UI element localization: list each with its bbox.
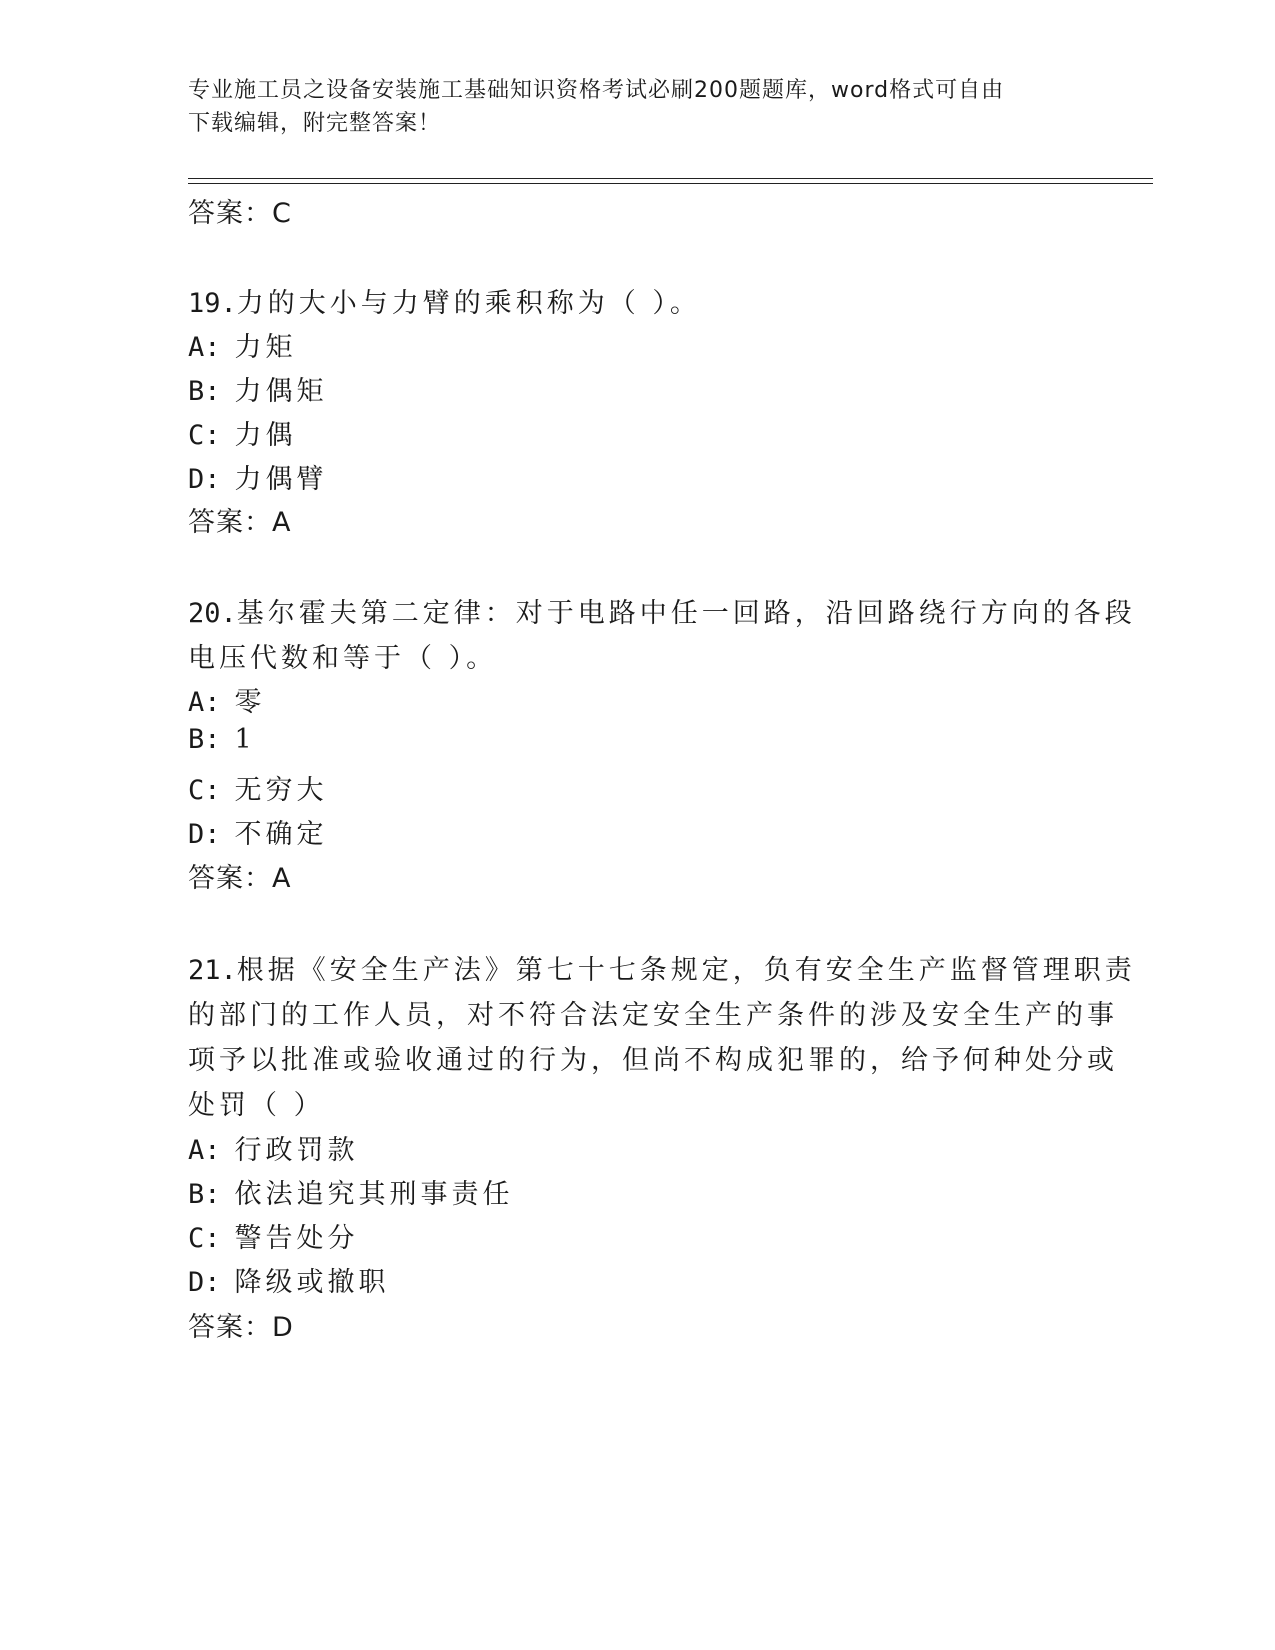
document-header: [188, 74, 1068, 140]
question-20-option-a: [188, 680, 266, 719]
header-divider-top: [188, 178, 1153, 179]
question-19-option-c: [188, 413, 297, 452]
question-20-text: [188, 591, 1136, 630]
option-letter: B:: [188, 376, 221, 407]
question-19-answer: 答案：A: [188, 507, 292, 538]
option-text: 零: [234, 687, 266, 718]
option-text: 降级或撤职: [234, 1267, 390, 1298]
option-letter: B:: [188, 1179, 221, 1210]
question-19-option-a: [188, 325, 297, 364]
question-number: 19.: [188, 288, 237, 319]
question-19-text: [188, 281, 701, 320]
question-21-option-a: [188, 1128, 359, 1167]
question-20-option-b: [188, 724, 256, 755]
option-letter: A:: [188, 1135, 221, 1166]
option-text: 无穷大: [234, 775, 328, 806]
option-letter: C:: [188, 420, 221, 451]
option-text: 力偶: [234, 420, 297, 451]
question-number: 20.: [188, 598, 237, 629]
option-text: 行政罚款: [234, 1135, 359, 1166]
header-divider-bottom: [188, 183, 1153, 184]
question-20-text-cont: 电压代数和等于（ ）。: [188, 643, 498, 674]
option-text: 力偶矩: [234, 376, 328, 407]
question-line: 根据《安全生产法》第七十七条规定，负有安全生产监督管理职责: [236, 955, 1136, 986]
question-21-text-cont-1: 的部门的工作人员，对不符合法定安全生产条件的涉及安全生产的事: [188, 1000, 1118, 1031]
question-21-text-cont-2: 项予以批准或验收通过的行为，但尚不构成犯罪的，给予何种处分或: [188, 1045, 1118, 1076]
question-21-option-d: [188, 1260, 390, 1299]
option-letter: A:: [188, 332, 221, 363]
question-20-answer: 答案：A: [188, 863, 292, 894]
question-21-answer: 答案：D: [188, 1312, 294, 1343]
option-letter: C:: [188, 1223, 221, 1254]
option-text: 力偶臂: [234, 464, 328, 495]
option-letter: A:: [188, 687, 221, 718]
question-21-option-c: [188, 1216, 359, 1255]
question-number: 21.: [188, 955, 237, 986]
option-letter: B:: [188, 724, 221, 755]
question-21-text-cont-3: 处罚（ ）: [188, 1090, 325, 1121]
question-20-option-d: [188, 812, 328, 851]
option-text: 力矩: [234, 332, 297, 363]
question-line: 力的大小与力臂的乘积称为（ ）。: [236, 288, 701, 319]
option-text: 警告处分: [234, 1223, 359, 1254]
option-letter: D:: [188, 819, 221, 850]
option-letter: C:: [188, 775, 221, 806]
question-19-option-d: [188, 457, 328, 496]
header-line-2: 下载编辑，附完整答案！: [188, 111, 442, 136]
question-19-option-b: [188, 369, 328, 408]
previous-answer: 答案：C: [188, 198, 292, 229]
question-21-text: [188, 948, 1136, 987]
question-20-option-c: [188, 768, 328, 807]
option-text: 不确定: [234, 819, 328, 850]
question-21-option-b: [188, 1172, 514, 1211]
header-line-1: 专业施工员之设备安装施工基础知识资格考试必刷200题题库，word格式可自由: [188, 78, 1005, 103]
option-text: 1: [234, 724, 256, 755]
question-line: 基尔霍夫第二定律：对于电路中任一回路，沿回路绕行方向的各段: [236, 598, 1136, 629]
option-letter: D:: [188, 464, 221, 495]
option-letter: D:: [188, 1267, 221, 1298]
option-text: 依法追究其刑事责任: [234, 1179, 514, 1210]
